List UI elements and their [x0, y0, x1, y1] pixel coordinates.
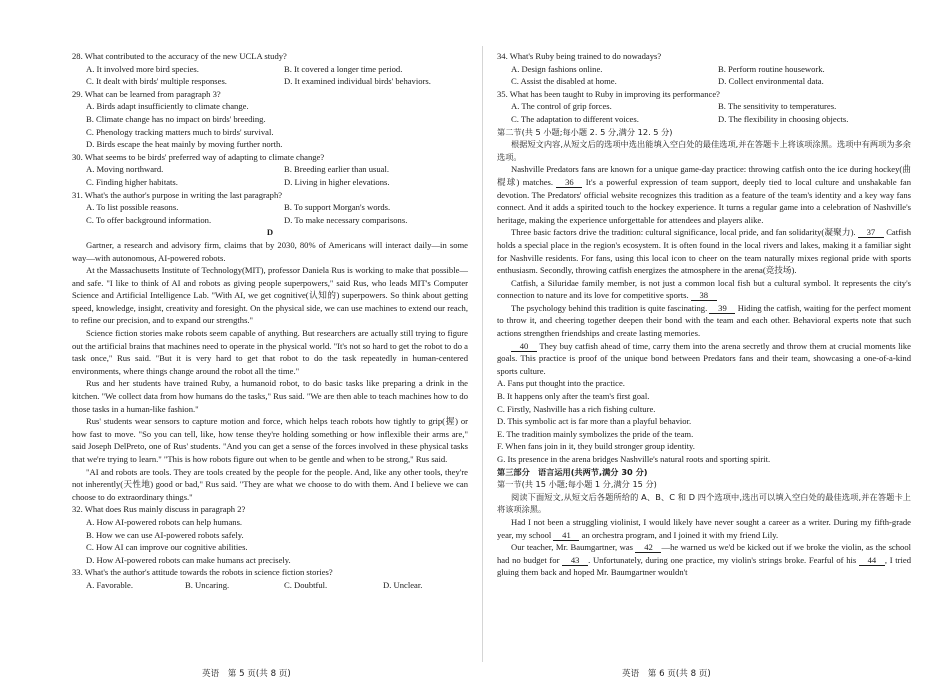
q33-stem: 33. What's the author's attitude towards the robots in science fiction stories? [72, 567, 333, 578]
passage-d-paragraph-4: Rus and her students have trained Ruby, a humanoid robot, to do basic tasks like preparing a drink in the kitchen. "We collect data from how humans do the tasks," Rus said. "We are then able to teach machines how to do those tasks in a human-like fashion." [72, 378, 468, 414]
blank-41: 41 [553, 530, 579, 541]
footer-page-5: 英语 第 5 页(共 8 页) [202, 669, 291, 679]
section-2-instructions: 根据短文内容,从短文后的选项中选出能填入空白处的最佳选项,并在答题卡上将该项涂黑。选项中有两项为多余选项。 [497, 139, 911, 162]
q29-option-b: B. Climate change has no impact on birds' breeding. [86, 113, 266, 124]
cloze-passage-paragraph-3 [497, 277, 911, 302]
q32-option-b: B. How we can use AI-powered robots safely. [86, 529, 244, 540]
q28-options-row-2 [72, 75, 468, 88]
q30-option-a: A. Moving northward. [86, 164, 164, 175]
q33-option-a: A. Favorable. [86, 579, 134, 590]
q31-stem: 31. What's the author's purpose in writing the last paragraph? [72, 189, 283, 200]
option-d: D. This symbolic act is far more than a playful behavior. [497, 416, 692, 427]
q30-option-d: D. Living in higher elevations. [284, 176, 390, 187]
q31-options-row-2 [72, 214, 468, 227]
story-paragraph-2-text-c: . Unfortunately, during one practice, my violin's strings broke. Fearful of his [588, 554, 857, 565]
blank-39: 39 [709, 303, 735, 314]
q35-option-a: A. The control of grip forces. [511, 101, 612, 112]
q35-option-b: B. The sensitivity to temperatures. [718, 101, 837, 112]
option-c: C. Firstly, Nashville has a rich fishing culture. [497, 403, 656, 414]
story-paragraph-2-text-d: , I tried gluing them back and hoped Mr. Baumgartner wouldn't [497, 554, 912, 578]
passage-d-paragraph-1: Gartner, a research and advisory firm, claims that by 2030, 80% of Americans will interact daily—in some way—with autonomous, AI-powered robots. [72, 239, 468, 263]
paragraph-4-text-a: The psychology behind this tradition is quite fascinating. [511, 302, 708, 313]
blank-40: 40 [511, 341, 537, 352]
page-divider [482, 46, 483, 662]
blank-36: 36 [556, 177, 582, 188]
option-f: F. When fans join in it, they build stronger group identity. [497, 441, 695, 452]
passage-d-paragraph-2: At the Massachusetts Institute of Technology(MIT), professor Daniela Rus is working to make that possible—and safe. "I like to think of AI and robots as giving people superpowers," said Rus, who leads MIT's Computer Science and Artificial Intelligence Lab. "With AI, we get cognitive(认知的) superpowers. So think about getting speed, knowledge, insight, creativity and foresight. On the physical side, we can use machines to extend our reach, to refine our precision, and to expand our strengths." [72, 265, 468, 326]
paragraph-2-text-a: Three basic factors drive the tradition: cultural significance, local pride, and fan solidarity(凝聚力). [511, 227, 856, 238]
q33-options-row [72, 579, 468, 592]
blank-42: 42 [635, 542, 661, 553]
passage-d-paragraph-3: Science fiction stories make robots seem capable of anything. But researchers are actually still trying to figure out the artificial brains that machines need to operate in the physical world. "It's not so hard to get the robot to do a task once," Rus said. "But it is very hard to get that robot to do the task repeatedly in human-centered environments, where things change around the robot all the time." [72, 328, 468, 376]
q28-option-c: C. It dealt with birds' multiple responses. [86, 76, 227, 87]
q28-option-d: D. It examined individual birds' behaviors. [284, 76, 431, 87]
q31-options-row-1 [72, 201, 468, 214]
q34-options-row-1 [497, 63, 911, 76]
story-paragraph-1 [497, 516, 911, 541]
q34-option-d: D. Collect environmental data. [718, 76, 824, 87]
q31-option-b: B. To support Morgan's words. [284, 202, 391, 213]
q34-stem: 34. What's Ruby being trained to do nowadays? [497, 51, 662, 61]
q28-option-a: A. It involved more bird species. [86, 63, 199, 74]
part-3-instructions: 阅读下面短文,从短文后各题所给的 A、B、C 和 D 四个选项中,选出可以填入空白处的最佳选项,并在答题卡上将该项涂黑。 [497, 491, 911, 515]
passage-d-paragraph-5: Rus' students wear sensors to capture motion and force, which helps teach robots how tightly to grip(握) or how fast to move. "So you can tell, like, how tense they're holding something or how inflexible their arms are," said Joseph DelPreto, one of Rus' students. "And you can get a sense of the forces involved in these physical tasks that we're trying to learn." "This is how robots figure out when to be gentle and when to be strong," Rus said. [72, 416, 468, 464]
paragraph-5-text-b: They buy catfish ahead of time, carry them into the arena secretly and throw them at crucial moments like goals. This practice is proof of the unique bond between Predators fans and their team, showcasing a one-of-a-kind sports culture. [497, 340, 911, 376]
paragraph-1-text-b: It's a powerful expression of team support, deeply tied to local culture and unshakable fan devotion. The Predators' official website recognizes this tradition as a feature of the team's identity and a key way fans connect. And it adds a spirited touch to the hockey experience. It turns a regular game into a celebration of Nashville's heritage, making the experience unforgettable for attendees and players alike. [497, 176, 911, 225]
q30-option-c: C. Finding higher habitats. [86, 176, 178, 187]
q32-option-d: D. How AI-powered robots can make humans act precisely. [86, 554, 291, 565]
option-e: E. The tradition mainly symbolizes the pride of the team. [497, 428, 694, 439]
paragraph-3-text-a: Catfish, a Siluridae family member, is not just a common local fish but a cultural symbol. It represents the city's connection to nature and its love for competitive sports. [497, 277, 911, 301]
q31-option-c: C. To offer background information. [86, 214, 212, 225]
passage-d-paragraph-6: "AI and robots are tools. They are tools created by the people for the people. And, like any other tools, they're not inherently(天性地) good or bad," Rus said. "They are what we choose to do with them. And I believe we can choose to do extraordinary things." [72, 466, 468, 502]
q35-option-d: D. The flexibility in choosing objects. [718, 113, 849, 124]
q31-option-a: A. To list possible reasons. [86, 202, 179, 213]
q29-option-a: A. Birds adapt insufficiently to climate change. [86, 101, 249, 112]
cloze-passage-paragraph-4 [497, 302, 911, 340]
story-paragraph-2-text-a: Our teacher, Mr. Baumgartner, was [511, 542, 634, 553]
q34-option-a: A. Design fashions online. [511, 63, 603, 74]
q35-options-row-2 [497, 113, 911, 126]
left-page-column [72, 50, 468, 592]
section-2-title: 第二节(共 5 小题;每小题 2. 5 分,满分 12. 5 分) [497, 126, 673, 137]
q28-stem: 28. What contributed to the accuracy of the new UCLA study? [72, 51, 287, 61]
paragraph-2-text-b: Catfish holds a special place in the region's ecosystem. It is often found in the local rivers and lakes, making it a familiar sight for Nashville residents. For fans, using this local icon to cheer on the team naturally mixes regional pride with sports enthusiasm. Secondly, throwing catfish energizes the atmosphere in the arena(竞技场). [497, 227, 912, 276]
q33-option-b: B. Uncaring. [185, 579, 230, 590]
q32-option-c: C. How AI can improve our cognitive abilities. [86, 542, 248, 553]
q30-stem: 30. What seems to be birds' preferred way of adapting to climate change? [72, 151, 325, 162]
q34-option-b: B. Perform routine housework. [718, 63, 825, 74]
q33-option-c: C. Doubtful. [284, 579, 328, 590]
blank-38: 38 [691, 290, 717, 301]
blank-43: 43 [562, 555, 588, 566]
q33-option-d: D. Unclear. [383, 579, 423, 590]
q35-options-row-1 [497, 100, 911, 113]
q30-option-b: B. Breeding earlier than usual. [284, 164, 390, 175]
story-paragraph-1-text-a: Had I not been a struggling violinist, I would likely have never sought a career as a writer. During my fifth-grade year, my school [497, 516, 911, 540]
q30-options-row-1 [72, 163, 468, 176]
q34-options-row-2 [497, 75, 911, 88]
q28-option-b: B. It covered a longer time period. [284, 63, 403, 74]
story-paragraph-1-text-b: an orchestra program, and I joined it with my friend Lily. [581, 529, 779, 540]
q35-stem: 35. What has been taught to Ruby in improving its performance? [497, 88, 720, 99]
q29-option-c: C. Phenology tracking matters much to birds' survival. [86, 126, 274, 137]
option-g: G. Its presence in the arena bridges Nashville's natural roots and sporting spirit. [497, 454, 771, 464]
option-b: B. It happens only after the team's first goal. [497, 391, 650, 402]
passage-d-heading: D [266, 227, 274, 238]
story-paragraph-2-text-b: —he warned us we'd be kicked out if we broke the violin, as the school had no budget for [497, 542, 912, 565]
option-a: A. Fans put thought into the practice. [497, 378, 625, 389]
q28-options-row-1 [72, 63, 468, 76]
q32-option-a: A. How AI-powered robots can help humans. [86, 516, 243, 527]
q35-option-c: C. The adaptation to different voices. [511, 113, 639, 124]
paragraph-4-text-b: Hiding the catfish, waiting for the perfect moment to throw it, and cheering together deepen their bond with the team and each other. Behavioral experts note that such actions strengthen friendships and create lasting memories. [497, 302, 911, 339]
q30-options-row-2 [72, 176, 468, 189]
footer-page-6: 英语 第 6 页(共 8 页) [622, 669, 711, 679]
paragraph-1-text-a: Nashville Predators fans are known for a unique game-day practice: throwing catfish onto the ice during hockey(曲棍球) matches. [497, 164, 911, 187]
part-3-section-1-title: 第一节(共 15 小题;每小题 1 分,满分 15 分) [497, 479, 657, 490]
story-paragraph-2 [497, 541, 911, 579]
q31-option-d: D. To make necessary comparisons. [284, 214, 408, 225]
q32-stem: 32. What does Rus mainly discuss in paragraph 2? [72, 504, 246, 515]
q34-option-c: C. Assist the disabled at home. [511, 76, 617, 87]
q29-option-d: D. Birds escape the heat mainly by moving further north. [86, 139, 283, 150]
cloze-passage-paragraph-5 [497, 340, 911, 378]
q29-stem: 29. What can be learned from paragraph 3? [72, 88, 221, 99]
cloze-passage-paragraph-1 [497, 163, 911, 226]
blank-37: 37 [858, 227, 884, 238]
blank-44: 44 [859, 555, 885, 566]
right-page-column [497, 50, 911, 579]
cloze-passage-paragraph-2 [497, 226, 911, 276]
part-3-title: 第三部分 语言运用(共两节,满分 30 分) [497, 466, 648, 477]
